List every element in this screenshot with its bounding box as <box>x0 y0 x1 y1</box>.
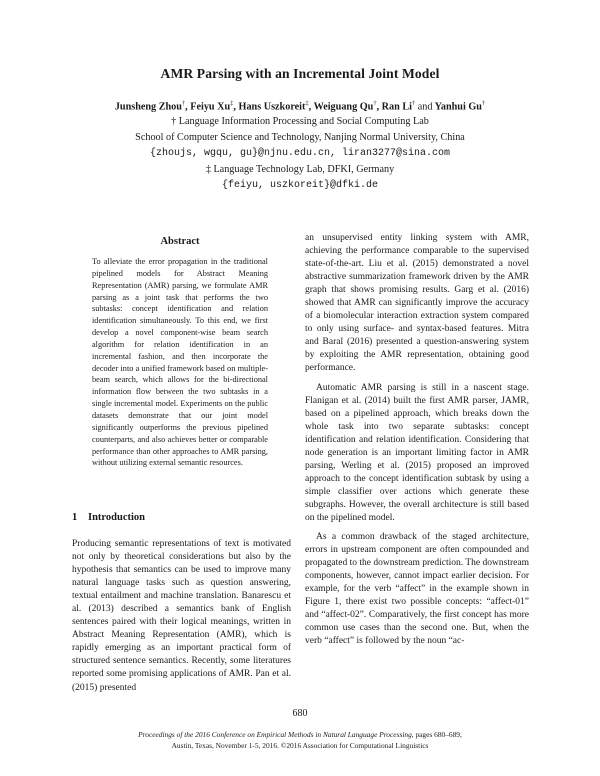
paragraph: an unsupervised entity linking system with AMR, achieving the performance comparable to the supervised state-of-the-art. Liu et al. (2015) demonstrated a novel abstractive summarization framework driven by the AMR graph that shows promising results. Garg et al. (2016) showed that AMR can significantly improve the accuracy of a biomolecular interaction extraction system compared to only using surface- and syntax-based features. Mitra and Baral (2016) presented a question-answering system by exploiting the AMR representation, obtaining good performance. <box>305 233 529 374</box>
email-dfki: {feiyu, uszkoreit}@dfki.de <box>221 180 379 191</box>
footer-proceedings: Proceedings of the 2016 Conference on Empirical Methods in Natural Language Processing <box>138 730 412 739</box>
author-mark: † <box>481 100 486 107</box>
author-name: Weiguang Qu <box>313 101 374 113</box>
affiliation-dfki: ‡ Language Technology Lab, DFKI, Germany <box>205 164 395 175</box>
paragraph: Automatic AMR parsing is still in a nascent stage. Flanigan et al. (2014) built the first AMR parser, JAMR, based on a pipelined approach, which breaks down the whole task into two separate subtasks: concept identification and relation identification. Considering that node generation is an important limiting factor in AMR parsing, Werling et al. (2015) proposed an improved approach to the concept identification subtask by using a simple classifier over actions which generate these subgraphs. However, the overall architecture is still based on the pipelined model. <box>305 382 529 523</box>
author-mark: ‡ <box>305 100 309 107</box>
author-name: Hans Uszkoreit <box>238 101 306 113</box>
and-word: and <box>417 101 433 113</box>
footer-pages: , pages 680–689, <box>411 730 462 739</box>
author-mark: † <box>181 100 186 107</box>
proceedings-footer <box>0 730 600 751</box>
page-number: 680 <box>292 708 308 719</box>
section-title: Introduction <box>88 512 145 523</box>
author-name: Feiyu Xu <box>190 101 231 113</box>
author-mark: ‡ <box>230 100 234 107</box>
paragraph: As a common drawback of the staged architecture, errors in upstream component are often compounded and propagated to the downstream prediction. The downstream components, however, cannot impact earlier decision. For example, for the verb “affect” in the example shown in Figure 1, there exist two possible concepts: “affect-01” and “affect-02”. Comparatively, the first concept has more common use cases than the second one. But, when the verb “affect” is followed by the noun “ac- <box>305 532 529 647</box>
author-mark: † <box>411 100 416 107</box>
affiliation-school: School of Computer Science and Technology, Nanjing Normal University, China <box>135 132 465 143</box>
author-mark: † <box>373 100 377 107</box>
email-njnu: {zhoujs, wgqu, gu}@njnu.edu.cn, liran3277@sina.com <box>149 148 451 159</box>
author-name: Ran Li <box>381 101 412 113</box>
author-list: Junsheng Zhou†, Feiyu Xu‡, Hans Uszkoreit‡, Weiguang Qu†, Ran Li† and Yanhui Gu† <box>114 100 486 113</box>
section-heading <box>72 512 145 523</box>
author-name: Yanhui Gu <box>434 101 482 113</box>
abstract-text: To alleviate the error propagation in the traditional pipelined models for Abstract Meaning Representation (AMR) parsing, we formulate AMR parsing as a joint task that performs the two subtasks: concept identification and relation identification simultaneously. To this end, we first develop a novel component-wise beam search algorithm for relation identification in an incremental fashion, and then incorporate the decoder into a unified framework based on multiple-beam search, which allows for the bi-directional information flow between the two subtasks in a single incremental model. Experiments on the public datasets demonstrate that our joint model significantly outperforms the previous pipelined counterparts, and also achieves better or comparable performance than other approaches to AMR parsing, without utilizing external semantic resources. <box>92 257 268 468</box>
abstract-heading: Abstract <box>160 236 200 247</box>
author-name: Junsheng Zhou <box>114 101 182 113</box>
footer-location: Austin, Texas, November 1-5, 2016. ©2016 Association for Computational Linguistics <box>171 740 429 750</box>
affiliation-lab: † Language Information Processing and Social Computing Lab <box>171 116 429 127</box>
paper-title: AMR Parsing with an Incremental Joint Model <box>160 66 440 81</box>
left-column <box>72 538 291 701</box>
section-number: 1 <box>72 512 78 523</box>
paragraph: Producing semantic representations of text is motivated not only by theoretical considerations but also by the hypothesis that semantics can be used to improve many natural language tasks such as question answering, textual entailment and machine translation. Banarescu et al. (2013) described a semantics bank of English sentences paired with their logical meanings, written in Abstract Meaning Representation (AMR), which is rapidly emerging as an important practical form of structured sentence semantics. Recently, some literatures reported some promising applications of AMR. Pan et al. (2015) presented <box>72 539 291 693</box>
right-column <box>305 232 529 654</box>
